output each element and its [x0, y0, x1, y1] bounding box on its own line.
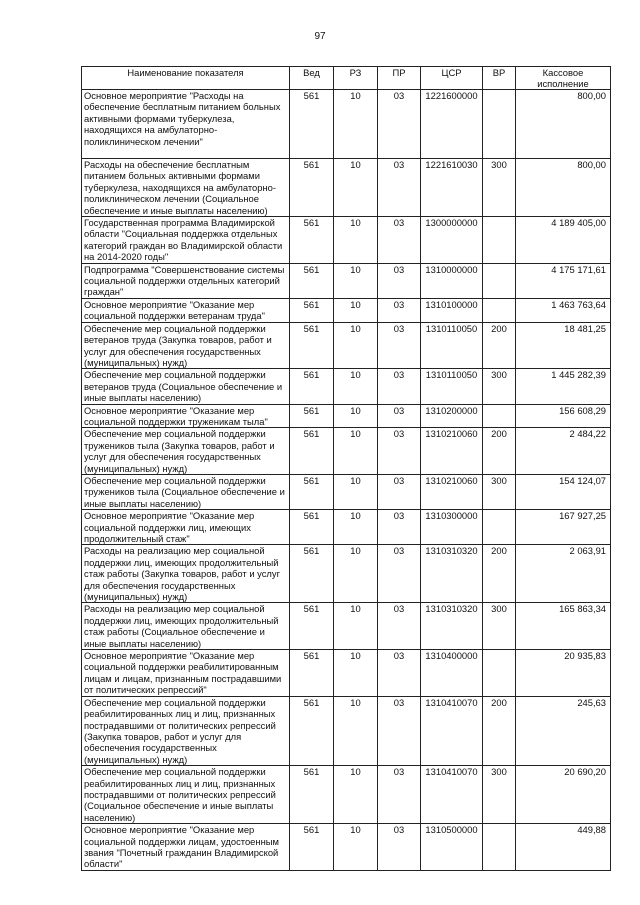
- cell-name: Основное мероприятие "Расходы на обеспечение бесплатным питанием больных активными формами туберкулеза, находящихся на амбулаторно-поликлиническом лечении": [82, 90, 290, 159]
- cell-rz: 10: [334, 603, 378, 650]
- cell-name: Подпрограмма "Совершенствование системы социальной поддержки отдельных категорий граждан": [82, 263, 290, 298]
- table-row: [82, 322, 611, 369]
- cell-pr: 03: [378, 404, 421, 428]
- cell-csr: 1221610030: [421, 159, 483, 217]
- cell-pr: 03: [378, 510, 421, 545]
- cell-csr: 1300000000: [421, 217, 483, 264]
- cell-rz: 10: [334, 159, 378, 217]
- table-body: [82, 90, 611, 871]
- cell-name: Обеспечение мер социальной поддержки тружеников тыла (Социальное обеспечение и иные выплаты населению): [82, 474, 290, 509]
- table-header: [82, 67, 611, 90]
- cell-csr: 1310210060: [421, 474, 483, 509]
- cell-vr: [483, 404, 516, 428]
- cell-pr: 03: [378, 603, 421, 650]
- table-row: [82, 428, 611, 475]
- cell-name: Основное мероприятие "Оказание мер социальной поддержки реабилитированным лицам и лицам, признанным пострадавшими от политических репрессий": [82, 650, 290, 697]
- cell-ved: 561: [290, 322, 334, 369]
- cell-vr: 200: [483, 696, 516, 765]
- cell-name: Обеспечение мер социальной поддержки ветеранов труда (Закупка товаров, работ и услуг для обеспечения государственных (муниципальных) нужд): [82, 322, 290, 369]
- cell-pr: 03: [378, 217, 421, 264]
- cell-amount: 20 935,83: [516, 650, 611, 697]
- cell-name: Обеспечение мер социальной поддержки реабилитированных лиц и лиц, признанных пострадавшими от политических репрессий (Социальное обеспечение и иные выплаты населению): [82, 766, 290, 824]
- cell-amount: 2 484,22: [516, 428, 611, 475]
- cell-vr: 200: [483, 322, 516, 369]
- cell-rz: 10: [334, 696, 378, 765]
- cell-amount: 18 481,25: [516, 322, 611, 369]
- cell-rz: 10: [334, 217, 378, 264]
- cell-amount: 800,00: [516, 159, 611, 217]
- cell-ved: 561: [290, 824, 334, 871]
- budget-table: [81, 66, 611, 871]
- table-row: [82, 159, 611, 217]
- cell-csr: 1310310320: [421, 545, 483, 603]
- cell-csr: 1310110050: [421, 322, 483, 369]
- cell-rz: 10: [334, 824, 378, 871]
- cell-pr: 03: [378, 824, 421, 871]
- header-row: [82, 67, 611, 90]
- cell-name: Основное мероприятие "Оказание мер социальной поддержки лицам, удостоенным звания "Почетный гражданин Владимирской области": [82, 824, 290, 871]
- cell-vr: [483, 90, 516, 159]
- cell-amount: 4 175 171,61: [516, 263, 611, 298]
- cell-vr: 200: [483, 545, 516, 603]
- cell-ved: 561: [290, 766, 334, 824]
- cell-name: Основное мероприятие "Оказание мер социальной поддержки лиц, имеющих продолжительный стаж": [82, 510, 290, 545]
- table-row: [82, 510, 611, 545]
- cell-amount: 154 124,07: [516, 474, 611, 509]
- table-row: [82, 263, 611, 298]
- cell-ved: 561: [290, 603, 334, 650]
- cell-name: Обеспечение мер социальной поддержки ветеранов труда (Социальное обеспечение и иные выплаты населению): [82, 369, 290, 404]
- cell-csr: 1310410070: [421, 766, 483, 824]
- cell-amount: 1 445 282,39: [516, 369, 611, 404]
- cell-csr: 1310300000: [421, 510, 483, 545]
- cell-ved: 561: [290, 263, 334, 298]
- page-number: 97: [314, 31, 326, 42]
- cell-csr: 1310500000: [421, 824, 483, 871]
- cell-csr: 1310000000: [421, 263, 483, 298]
- cell-ved: 561: [290, 217, 334, 264]
- cell-name: Расходы на реализацию мер социальной поддержки лиц, имеющих продолжительный стаж работы (Закупка товаров, работ и услуг для обеспечения государственных (муниципальных) нужд): [82, 545, 290, 603]
- cell-csr: 1310110050: [421, 369, 483, 404]
- cell-pr: 03: [378, 650, 421, 697]
- table-row: [82, 696, 611, 765]
- cell-ved: 561: [290, 474, 334, 509]
- cell-rz: 10: [334, 298, 378, 322]
- cell-csr: 1310400000: [421, 650, 483, 697]
- cell-vr: 200: [483, 428, 516, 475]
- table-row: [82, 474, 611, 509]
- cell-csr: 1221600000: [421, 90, 483, 159]
- cell-rz: 10: [334, 428, 378, 475]
- cell-name: Государственная программа Владимирской области "Социальная поддержка отдельных категорий граждан во Владимирской области на 2014-2020 годы": [82, 217, 290, 264]
- cell-ved: 561: [290, 510, 334, 545]
- cell-rz: 10: [334, 766, 378, 824]
- cell-amount: 800,00: [516, 90, 611, 159]
- table-row: [82, 404, 611, 428]
- cell-ved: 561: [290, 159, 334, 217]
- table-row: [82, 217, 611, 264]
- cell-vr: 300: [483, 603, 516, 650]
- cell-pr: 03: [378, 766, 421, 824]
- table-row: [82, 369, 611, 404]
- cell-rz: 10: [334, 90, 378, 159]
- cell-ved: 561: [290, 428, 334, 475]
- cell-ved: 561: [290, 545, 334, 603]
- cell-name: Обеспечение мер социальной поддержки тружеников тыла (Закупка товаров, работ и услуг для обеспечения государственных (муниципальных) нужд): [82, 428, 290, 475]
- cell-pr: 03: [378, 159, 421, 217]
- cell-amount: 156 608,29: [516, 404, 611, 428]
- cell-amount: 1 463 763,64: [516, 298, 611, 322]
- cell-rz: 10: [334, 404, 378, 428]
- cell-ved: 561: [290, 650, 334, 697]
- cell-pr: 03: [378, 474, 421, 509]
- cell-csr: 1310210060: [421, 428, 483, 475]
- column-header-ved: Вед: [290, 67, 334, 90]
- cell-amount: 449,88: [516, 824, 611, 871]
- cell-vr: [483, 217, 516, 264]
- cell-vr: [483, 263, 516, 298]
- cell-pr: 03: [378, 263, 421, 298]
- cell-ved: 561: [290, 90, 334, 159]
- cell-vr: [483, 824, 516, 871]
- cell-name: Расходы на обеспечение бесплатным питанием больных активными формами туберкулеза, находящихся на амбулаторно-поликлиническом лечении (Социальное обеспечение и иные выплаты населению): [82, 159, 290, 217]
- cell-amount: 167 927,25: [516, 510, 611, 545]
- cell-pr: 03: [378, 322, 421, 369]
- cell-name: Основное мероприятие "Оказание мер социальной поддержки ветеранам труда": [82, 298, 290, 322]
- cell-ved: 561: [290, 404, 334, 428]
- column-header-csr: ЦСР: [421, 67, 483, 90]
- table-row: [82, 824, 611, 871]
- cell-amount: 165 863,34: [516, 603, 611, 650]
- cell-pr: 03: [378, 369, 421, 404]
- cell-rz: 10: [334, 650, 378, 697]
- cell-name: Расходы на реализацию мер социальной поддержки лиц, имеющих продолжительный стаж работы (Социальное обеспечение и иные выплаты населению): [82, 603, 290, 650]
- cell-name: Основное мероприятие "Оказание мер социальной поддержки труженикам тыла": [82, 404, 290, 428]
- column-header-rz: РЗ: [334, 67, 378, 90]
- cell-amount: 245,63: [516, 696, 611, 765]
- table-row: [82, 603, 611, 650]
- table-row: [82, 90, 611, 159]
- cell-ved: 561: [290, 369, 334, 404]
- table-row: [82, 298, 611, 322]
- cell-rz: 10: [334, 322, 378, 369]
- cell-ved: 561: [290, 696, 334, 765]
- cell-vr: 300: [483, 766, 516, 824]
- cell-rz: 10: [334, 369, 378, 404]
- cell-amount: 4 189 405,00: [516, 217, 611, 264]
- cell-pr: 03: [378, 428, 421, 475]
- cell-vr: [483, 510, 516, 545]
- cell-vr: 300: [483, 159, 516, 217]
- column-header-amount: Кассовое исполнение: [516, 67, 611, 90]
- cell-rz: 10: [334, 510, 378, 545]
- cell-pr: 03: [378, 545, 421, 603]
- cell-csr: 1310410070: [421, 696, 483, 765]
- cell-csr: 1310100000: [421, 298, 483, 322]
- column-header-pr: ПР: [378, 67, 421, 90]
- cell-pr: 03: [378, 696, 421, 765]
- column-header-name: Наименование показателя: [82, 67, 290, 90]
- cell-csr: 1310310320: [421, 603, 483, 650]
- cell-rz: 10: [334, 263, 378, 298]
- cell-ved: 561: [290, 298, 334, 322]
- cell-pr: 03: [378, 298, 421, 322]
- cell-amount: 2 063,91: [516, 545, 611, 603]
- cell-rz: 10: [334, 545, 378, 603]
- cell-csr: 1310200000: [421, 404, 483, 428]
- cell-pr: 03: [378, 90, 421, 159]
- cell-rz: 10: [334, 474, 378, 509]
- column-header-vr: ВР: [483, 67, 516, 90]
- cell-name: Обеспечение мер социальной поддержки реабилитированных лиц и лиц, признанных пострадавшими от политических репрессий (Закупка товаров, работ и услуг для обеспечения государственных (муниципальных) нужд): [82, 696, 290, 765]
- cell-amount: 20 690,20: [516, 766, 611, 824]
- table-row: [82, 650, 611, 697]
- table-row: [82, 545, 611, 603]
- cell-vr: 300: [483, 474, 516, 509]
- cell-vr: 300: [483, 369, 516, 404]
- cell-vr: [483, 650, 516, 697]
- table-row: [82, 766, 611, 824]
- cell-vr: [483, 298, 516, 322]
